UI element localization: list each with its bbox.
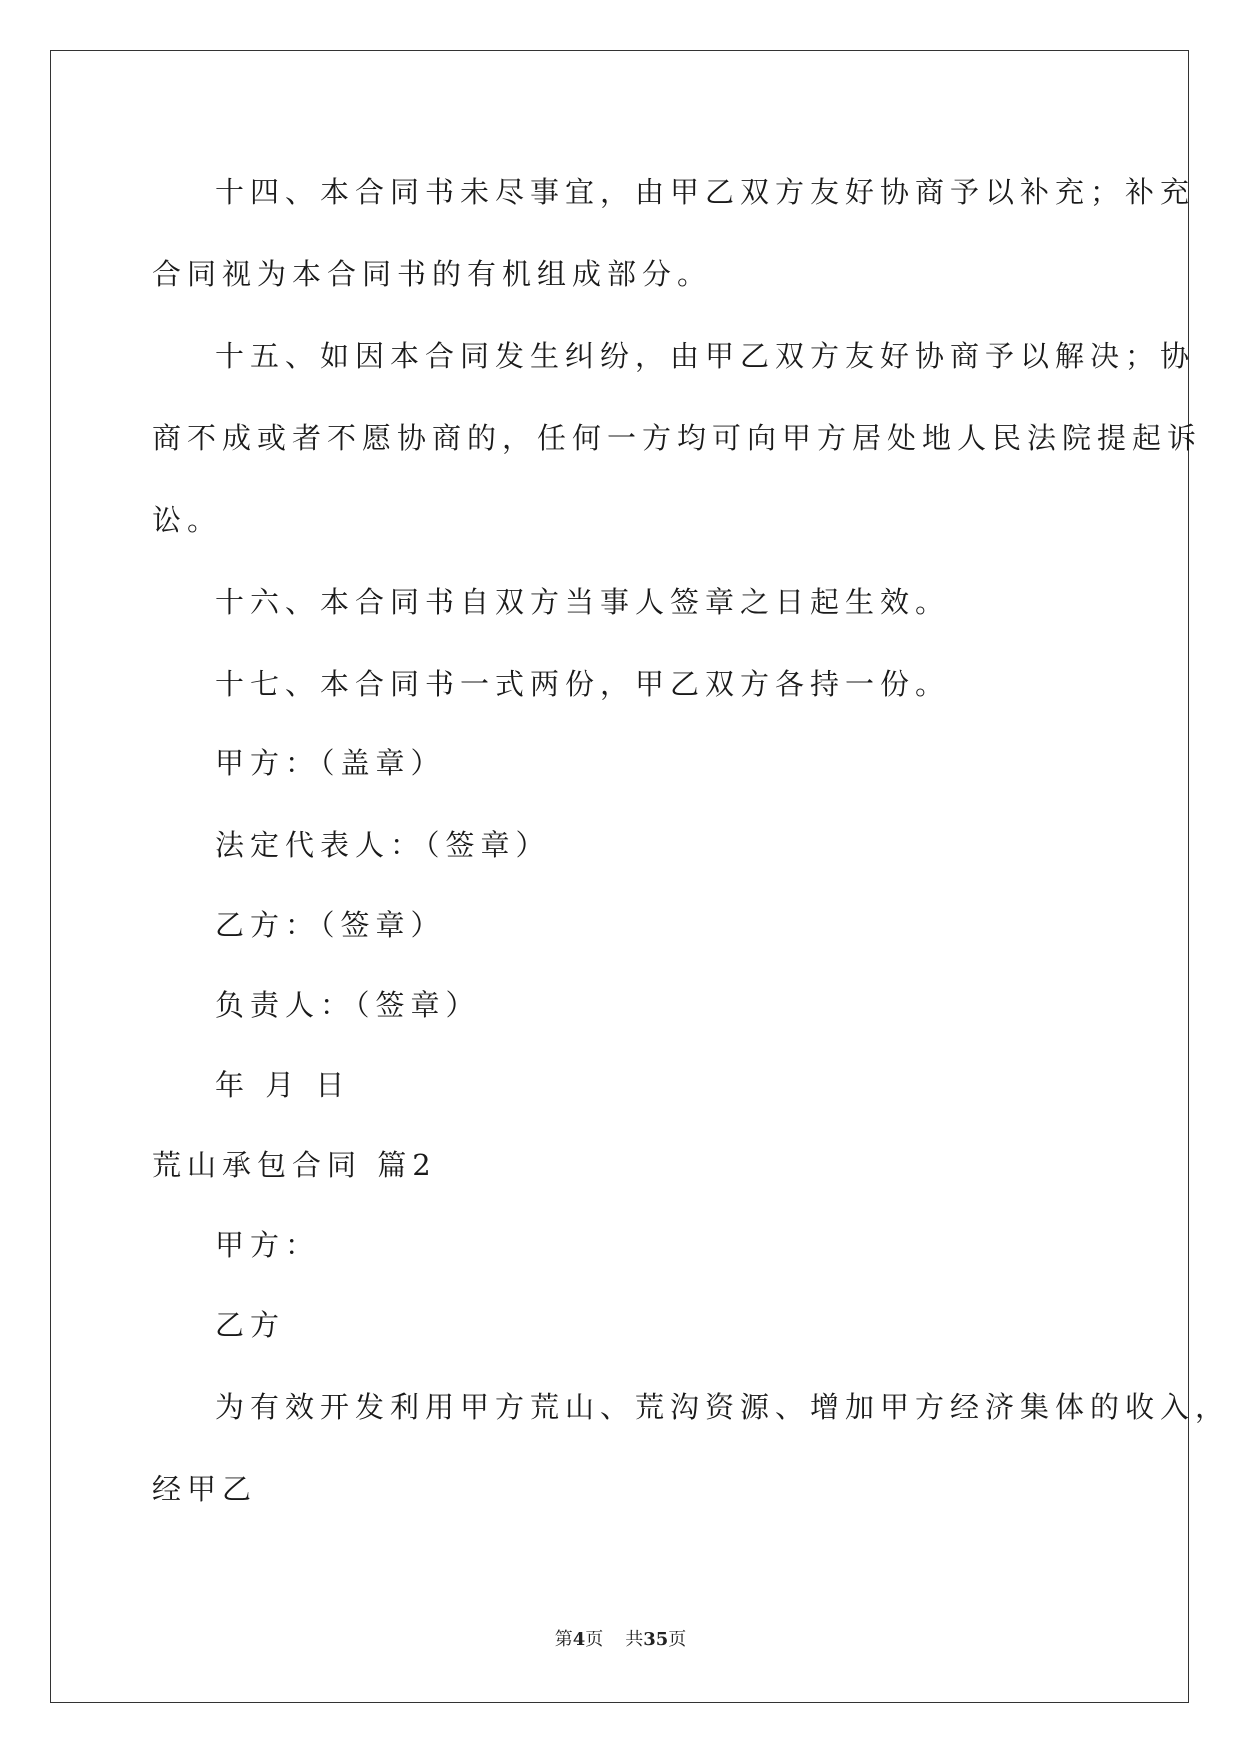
party-a-label: 甲方：: [215, 1228, 321, 1262]
paragraph-line: 十五、如因本合同发生纠纷，由甲乙双方友好协商予以解决；协: [215, 339, 1196, 373]
paragraph-line: 商不成或者不愿协商的，任何一方均可向甲方居处地人民法院提起诉: [152, 421, 1203, 455]
signature-party-b: 乙方：（签章）: [215, 908, 446, 942]
footer-total-pages: 35: [643, 1629, 669, 1650]
page-footer: [0, 1628, 1241, 1652]
paragraph-line: 十七、本合同书一式两份，甲乙双方各持一份。: [215, 667, 951, 701]
footer-total-prefix: 共: [625, 1629, 644, 1650]
paragraph-line: 为有效开发利用甲方荒山、荒沟资源、增加甲方经济集体的收入，: [215, 1390, 1231, 1424]
signature-legal-representative: 法定代表人：（签章）: [215, 828, 551, 862]
paragraph-line: 十六、本合同书自双方当事人签章之日起生效。: [215, 585, 951, 619]
page-border: [50, 50, 1189, 1703]
date-line: 年 月 日: [215, 1068, 351, 1102]
paragraph-line: 经甲乙: [152, 1472, 258, 1506]
signature-party-a: 甲方：（盖章）: [215, 746, 446, 780]
paragraph-line: 讼。: [152, 503, 223, 537]
footer-total-suffix: 页: [668, 1629, 687, 1650]
section-title: 荒山承包合同 篇2: [152, 1148, 437, 1182]
footer-page-number: 4: [572, 1629, 586, 1650]
signature-responsible-person: 负责人：（签章）: [215, 988, 481, 1022]
footer-prefix: 第: [554, 1629, 573, 1650]
footer-page-suffix: 页: [585, 1629, 604, 1650]
paragraph-line: 合同视为本合同书的有机组成部分。: [152, 257, 713, 291]
party-b-label: 乙方: [215, 1308, 286, 1342]
paragraph-line: 十四、本合同书未尽事宜，由甲乙双方友好协商予以补充；补充: [215, 175, 1196, 209]
